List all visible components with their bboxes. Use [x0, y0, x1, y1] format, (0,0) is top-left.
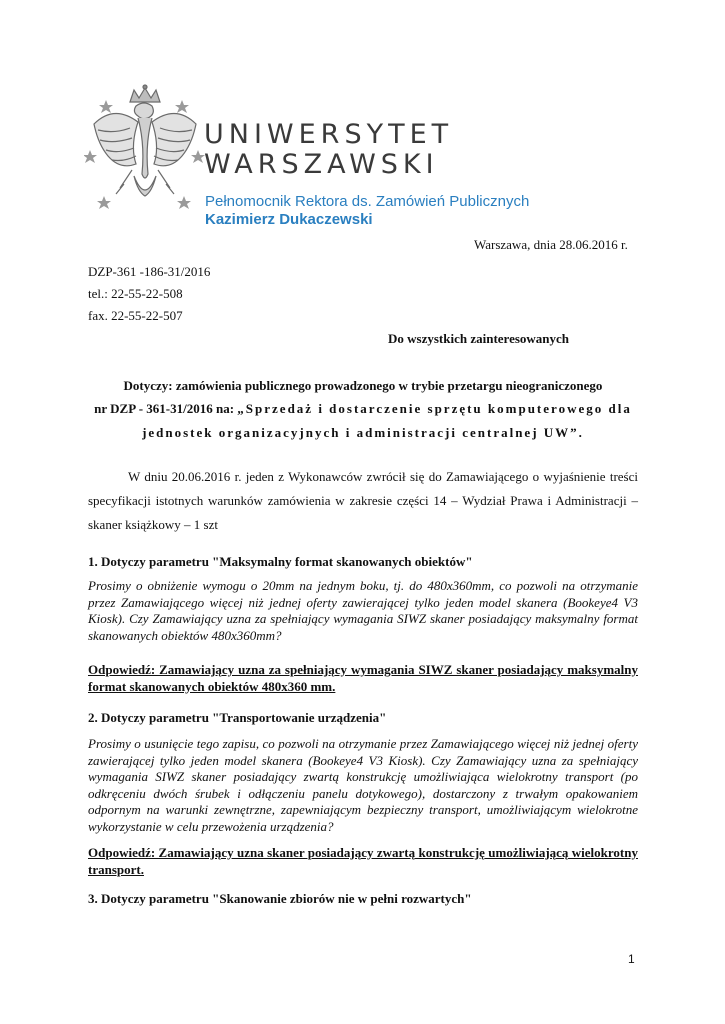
section-1-answer: Odpowiedź: Zamawiający uzna za spełniający wymagania SIWZ skaner posiadający maksymalny format skanowanych obiektów 480x360 mm. [88, 662, 638, 694]
university-name [204, 120, 453, 180]
subject-line2-title: „Sprzedaż i dostarczenie sprzętu komputerowego dla [237, 401, 632, 416]
subject-line3: jednostek organizacyjnych i administracji centralnej UW”. [142, 425, 584, 440]
eagle-crest-icon [84, 84, 206, 226]
section-1-question: Prosimy o obniżenie wymogu o 20mm na jednym boku, tj. do 480x360mm, co pozwoli na otrzymanie przez Zamawiającego więcej niż jednej oferty zawierającej tylko jeden model skanera (Bookeye4 V3 Kiosk). Czy Zamawiający uzna za spełniający wymagania SIWZ skaner posiadający maksymalny format skanowanych obiektów 480x360mm? [88, 578, 638, 643]
addressee: Do wszystkich zainteresowanych [388, 331, 570, 346]
place-date: Warszawa, dnia 28.06.2016 r. [474, 237, 628, 252]
university-name-line2: WARSZAWSKI [204, 149, 439, 180]
section-2-question: Prosimy o usunięcie tego zapisu, co pozwoli na otrzymanie przez Zamawiającego więcej niż jednej oferty zawierającej tylko jeden model skanera (Bookeye4 V3 Kiosk). Czy Zamawiający uzna za spełniający wymagania SIWZ skaner posiadający zwartą konstrukcję umożliwiająca wielokrotny transport (po odkręceniu dwóch śrubek i odłączeniu panelu dotykowego), dostarczony z trwałym opakowaniem odpornym na warunki zewnętrzne, zapewniającym bezpieczny transport, umożliwiającym wielokrotne wykorzystanie w celu przewożenia urządzenia? [88, 736, 638, 834]
reference-number: DZP-361 -186-31/2016 [88, 264, 211, 279]
office-title: Pełnomocnik Rektora ds. Zamówień Publicznych [205, 193, 530, 210]
subject-line1: Dotyczy: zamówienia publicznego prowadzonego w trybie przetargu nieograniczonego [123, 378, 603, 393]
intro-paragraph: W dniu 20.06.2016 r. jeden z Wykonawców zwrócił się do Zamawiającego o wyjaśnienie treści specyfikacji istotnych warunków zamówienia w zakresie części 14 – Wydział Prawa i Administracji – skaner książkowy – 1 szt [88, 469, 638, 532]
page-number: 1 [628, 952, 635, 966]
section-2-heading: 2. Dotyczy parametru "Transportowanie urządzenia" [88, 710, 387, 725]
person-name: Kazimierz Dukaczewski [205, 211, 373, 228]
section-2-answer: Odpowiedź: Zamawiający uzna skaner posiadający zwartą konstrukcję umożliwiającą wielokrotny transport. [88, 845, 638, 877]
subject-line2 [88, 401, 638, 417]
university-name-line1: UNIWERSYTET [204, 119, 454, 150]
phone-number: tel.: 22-55-22-508 [88, 286, 183, 301]
section-1-heading: 1. Dotyczy parametru "Maksymalny format skanowanych obiektów" [88, 554, 473, 569]
subject-line2-prefix: nr DZP - 361-31/2016 na: [94, 401, 238, 416]
section-3-heading: 3. Dotyczy parametru "Skanowanie zbiorów nie w pełni rozwartych" [88, 891, 472, 906]
fax-number: fax. 22-55-22-507 [88, 308, 183, 323]
